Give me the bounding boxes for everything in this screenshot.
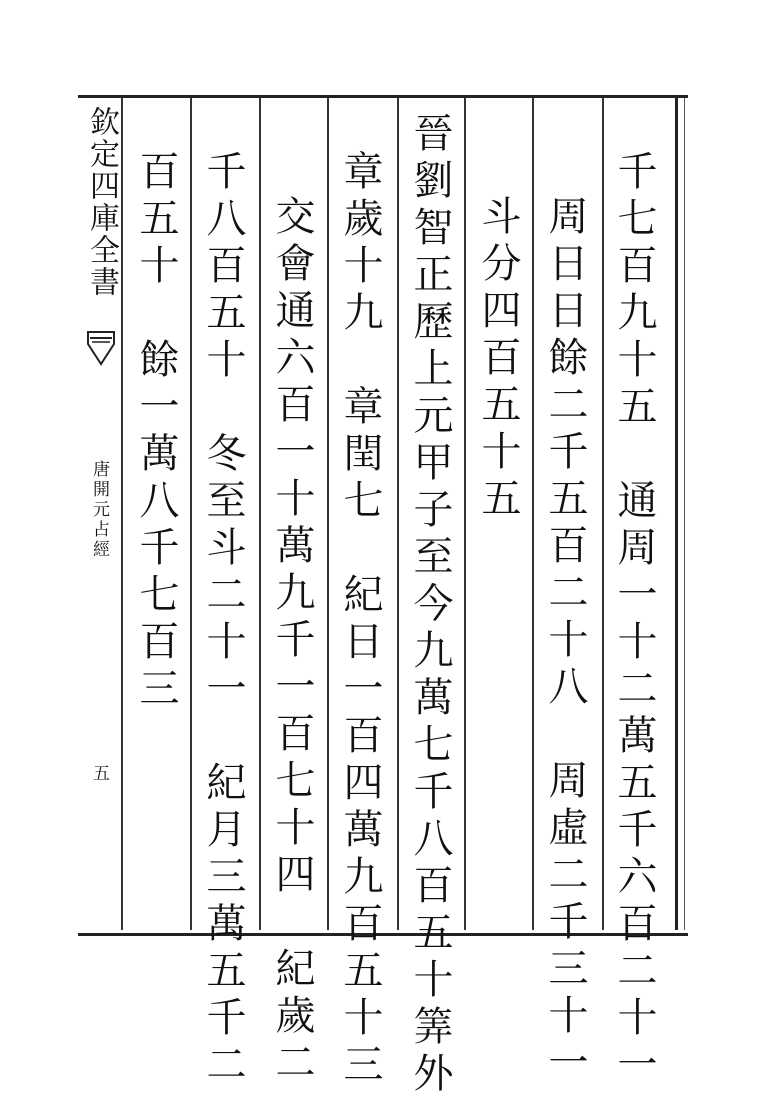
column-rule <box>602 98 604 930</box>
text-column-5: 章歲十九 章閏七 紀日一百四萬九百五十三 <box>337 150 383 1090</box>
column-rule <box>397 98 399 930</box>
column-rule <box>464 98 466 930</box>
text-column-3: 斗分四百五十五 <box>475 195 521 524</box>
fish-tail-mark <box>86 330 116 366</box>
text-column-4: 晉劉智正歷上元甲子至今九萬七千八百五十筭外 <box>407 112 453 1099</box>
outer-border <box>675 98 678 930</box>
column-rule <box>259 98 261 930</box>
leaf-number: 五 <box>89 764 109 781</box>
section-name: 唐開元占經 <box>89 460 109 560</box>
column-rule <box>327 98 329 930</box>
outer-border-thin <box>684 98 685 930</box>
column-rule <box>532 98 534 930</box>
book-title: 欽定四庫全書 <box>84 106 119 298</box>
column-rule <box>121 98 123 930</box>
text-column-6: 交會通六百一十萬九千一百七十四 紀歲二 <box>269 195 315 1088</box>
column-rule <box>190 98 192 930</box>
text-column-8: 百五十 餘一萬八千七百三 <box>133 150 179 714</box>
text-column-7: 千八百五十 冬至斗二十一 紀月三萬五千二 <box>200 150 246 1090</box>
text-column-2: 周日日餘二千五百二十八 周虛二千三十一 <box>542 195 588 1088</box>
text-column-1: 千七百九十五 通周一十二萬五千六百二十一 <box>611 150 657 1090</box>
